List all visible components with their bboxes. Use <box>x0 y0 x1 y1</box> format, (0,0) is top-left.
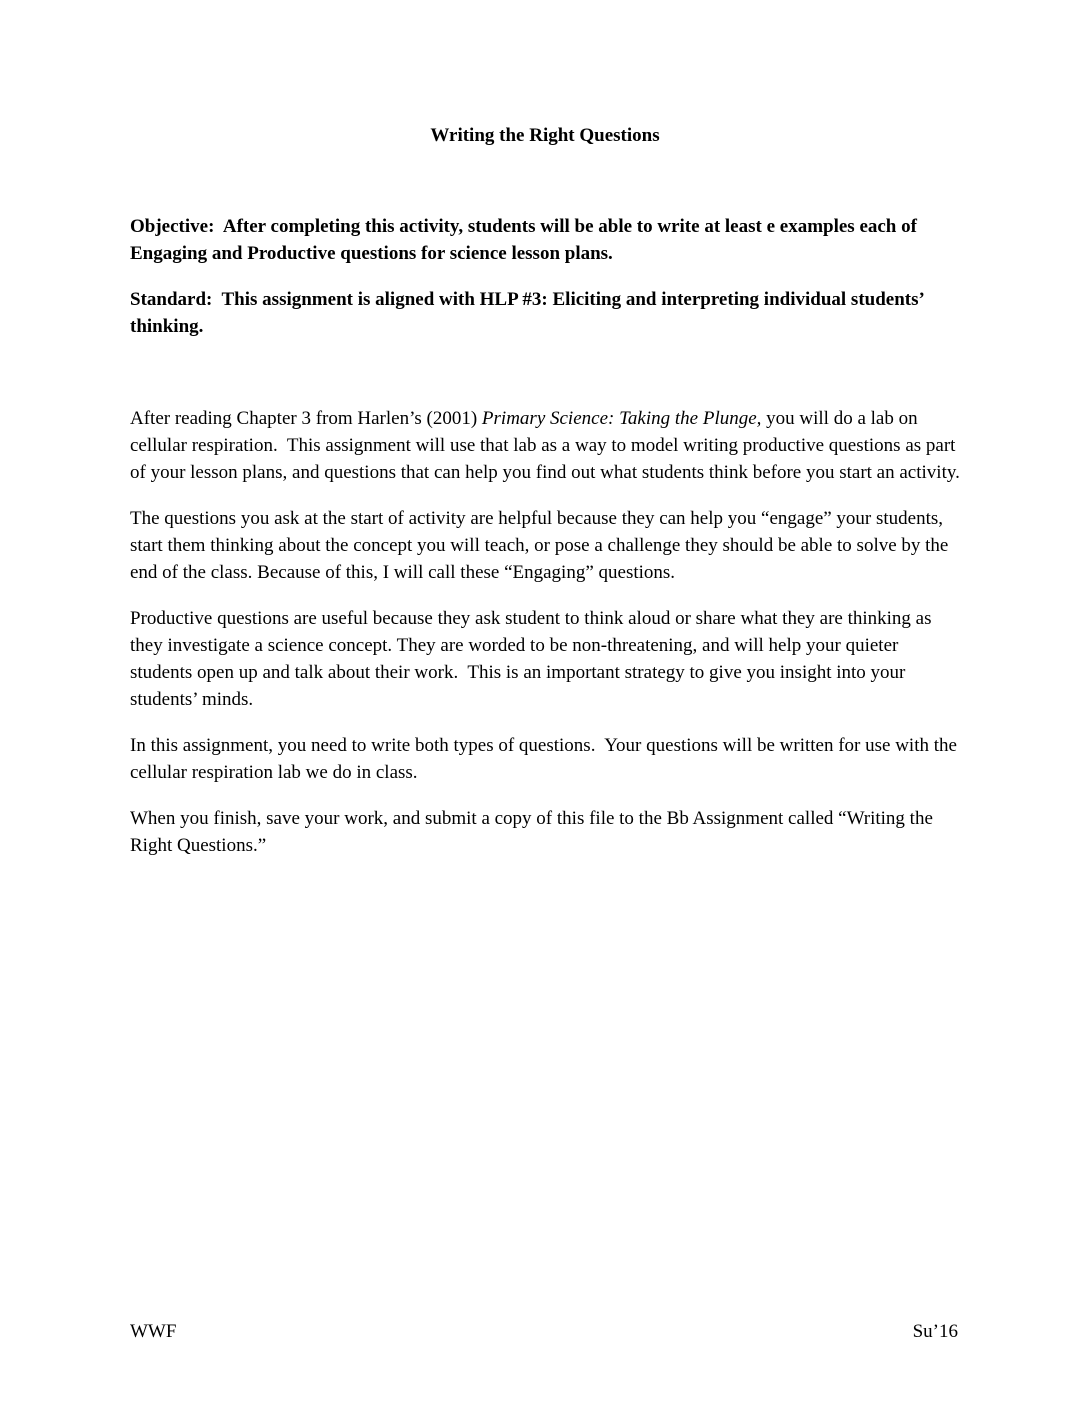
intro-text-before: After reading Chapter 3 from Harlen’s (2001) <box>130 408 482 429</box>
assignment-instructions-paragraph: In this assignment, you need to write both types of questions. Your questions will be written for use with the cellular respiration lab we do in class. <box>130 735 962 783</box>
standard-paragraph: Standard: This assignment is aligned with HLP #3: Eliciting and interpreting individual students’ thinking. <box>130 289 929 337</box>
footer-initials: WWF <box>130 1321 177 1342</box>
page-footer <box>130 1318 958 1345</box>
productive-questions-paragraph: Productive questions are useful because they ask student to think aloud or share what they are thinking as they investigate a science concept. They are worded to be non-threatening, and will help your quieter students open up and talk about their work. This is an important strategy to give you insight into your students’ minds. <box>130 608 937 710</box>
intro-text-after: you will do a lab on cellular respiration. This assignment will use that lab as a way to model writing productive questions as part of your lesson plans, and questions that can help you find out what students think before you start an activity. <box>130 408 961 483</box>
footer-term: Su’16 <box>912 1321 958 1342</box>
blank-line-spacer <box>130 359 960 386</box>
submission-instructions-paragraph: When you finish, save your work, and submit a copy of this file to the Bb Assignment called “Writing the Right Questions.” <box>130 808 938 856</box>
book-title-italic: Primary Science: Taking the Plunge, <box>481 408 762 429</box>
document-title: Writing the Right Questions <box>430 125 660 146</box>
intro-paragraph <box>130 405 960 486</box>
engaging-questions-paragraph: The questions you ask at the start of activity are helpful because they can help you “engage” your students, start them thinking about the concept you will teach, or pose a challenge they should be able to solve by the end of the class. Because of this, I will call these “Engaging” questions. <box>130 508 954 583</box>
objective-paragraph: Objective: After completing this activity, students will be able to write at least e examples each of Engaging and Productive questions for science lesson plans. <box>130 216 922 264</box>
document-body <box>130 122 960 878</box>
